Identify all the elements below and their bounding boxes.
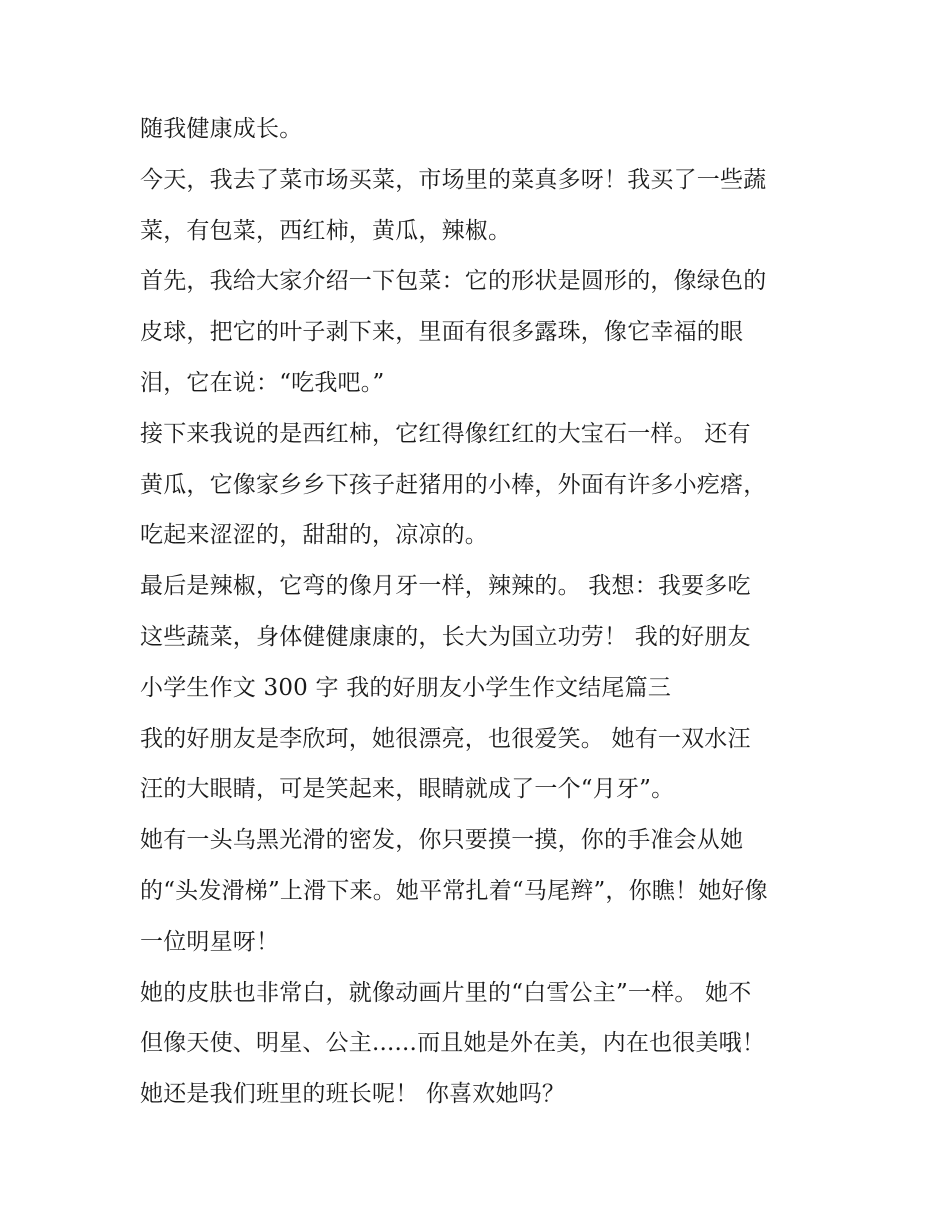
- text-line-12: 小学生作文 300 字 我的好朋友小学生作文结尾篇三: [140, 674, 672, 701]
- text-line-20: 她还是我们班里的班长呢！ 你喜欢她吗？: [140, 1081, 566, 1108]
- text-line-9: 吃起来涩涩的，甜甜的，凉凉的。: [140, 522, 488, 549]
- text-line-13: 我的好朋友是李欣珂，她很漂亮，也很爱笑。 她有一双水汪: [140, 725, 751, 752]
- text-line-15: 她有一头乌黑光滑的密发，你只要摸一摸，你的手准会从她: [140, 827, 744, 854]
- text-line-3: 菜，有包菜，西红柿，黄瓜，辣椒。: [140, 217, 512, 244]
- text-line-1: 随我健康成长。: [140, 116, 303, 142]
- text-line-4: 首先，我给大家介绍一下包菜：它的形状是圆形的，像绿色的: [140, 268, 767, 295]
- text-line-10: 最后是辣椒，它弯的像月牙一样，辣辣的。 我想：我要多吃: [140, 573, 751, 600]
- text-line-19: 但像天使、明星、公主......而且她是外在美，内在也很美哦！: [140, 1030, 766, 1057]
- text-line-16: 的“头发滑梯”上滑下来。她平常扎着“马尾辫”，你瞧！她好像: [140, 877, 768, 904]
- text-line-17: 一位明星呀！: [140, 928, 280, 955]
- essay-text-block: [140, 104, 820, 1120]
- text-line-14: 汪的大眼睛，可是笑起来，眼睛就成了一个“月牙”。: [140, 776, 675, 803]
- text-line-11: 这些蔬菜，身体健健康康的，长大为国立功劳！ 我的好朋友: [140, 623, 751, 650]
- text-line-6: 泪，它在说：“吃我吧。”: [140, 369, 385, 396]
- text-line-7: 接下来我说的是西红柿，它红得像红红的大宝石一样。 还有: [140, 420, 751, 447]
- text-line-2: 今天，我去了菜市场买菜，市场里的菜真多呀！我买了一些蔬: [140, 166, 767, 193]
- text-line-18: 她的皮肤也非常白，就像动画片里的“白雪公主”一样。 她不: [140, 979, 752, 1006]
- text-line-8: 黄瓜，它像家乡乡下孩子赶猪用的小棒，外面有许多小疙瘩，: [140, 471, 767, 498]
- text-line-5: 皮球，把它的叶子剥下来，里面有很多露珠，像它幸福的眼: [140, 319, 744, 346]
